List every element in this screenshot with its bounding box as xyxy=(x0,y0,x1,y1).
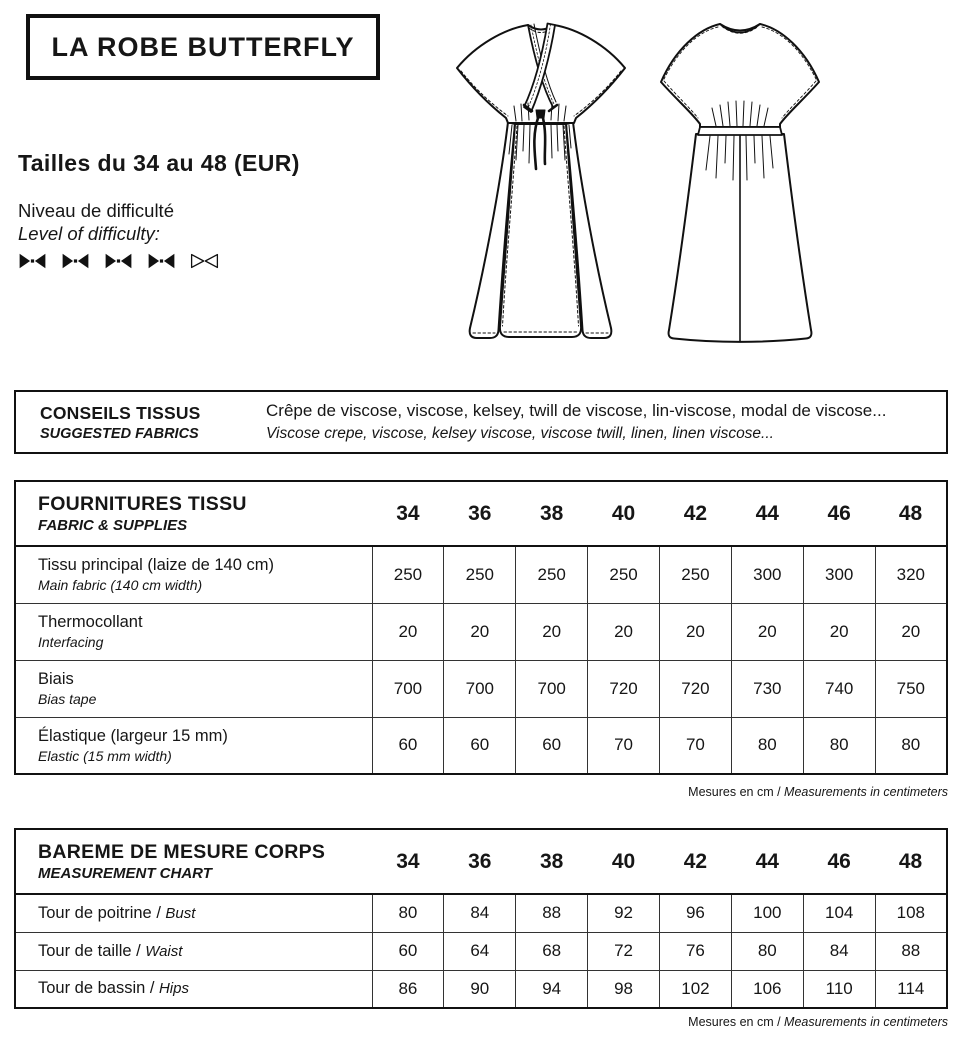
table-row xyxy=(15,717,947,774)
row-label xyxy=(15,546,372,603)
suggested-fabrics-box xyxy=(14,390,948,454)
units-note-en: Measurements in centimeters xyxy=(784,1015,948,1029)
sizes-range-heading: Tailles du 34 au 48 (EUR) xyxy=(18,150,300,176)
value-cell: 250 xyxy=(588,546,660,603)
table-title-en: MEASUREMENT CHART xyxy=(38,865,212,882)
row-label-fr: Élastique (largeur 15 mm) xyxy=(38,726,228,745)
row-label-en: Elastic (15 mm width) xyxy=(38,747,172,764)
size-column-header: 38 xyxy=(540,849,564,873)
value-cell: 60 xyxy=(372,932,444,970)
value-cell: 250 xyxy=(660,546,732,603)
size-column-header: 46 xyxy=(827,849,851,873)
dress-back-view-drawing xyxy=(661,24,819,342)
value-cell: 320 xyxy=(875,546,947,603)
value-cell: 70 xyxy=(660,717,732,774)
size-column-header: 42 xyxy=(683,849,708,873)
value-cell: 84 xyxy=(803,932,875,970)
value-cell: 700 xyxy=(444,660,516,717)
table-title-en: FABRIC & SUPPLIES xyxy=(38,517,188,534)
measurement-table xyxy=(14,828,948,1009)
measurement-table-header-row xyxy=(15,829,947,894)
value-cell: 88 xyxy=(875,932,947,970)
value-cell: 740 xyxy=(803,660,875,717)
value-cell: 80 xyxy=(731,717,803,774)
size-column-header: 40 xyxy=(611,501,636,525)
value-cell: 80 xyxy=(803,717,875,774)
row-label xyxy=(15,932,372,970)
size-column-header: 36 xyxy=(468,849,492,873)
row-label-fr: Tour de poitrine / xyxy=(38,903,161,922)
bow-filled-icon xyxy=(18,252,47,270)
row-label-en: Interfacing xyxy=(38,634,104,650)
bow-filled-icon xyxy=(147,252,176,270)
size-column-header: 48 xyxy=(898,849,923,873)
value-cell: 730 xyxy=(731,660,803,717)
value-cell: 100 xyxy=(731,894,803,932)
page-title: LA ROBE BUTTERFLY xyxy=(51,31,355,62)
size-column-header: 48 xyxy=(898,501,923,525)
value-cell: 250 xyxy=(372,546,444,603)
row-label-en: Main fabric (140 cm width) xyxy=(38,577,203,594)
value-cell: 20 xyxy=(731,603,803,660)
value-cell: 80 xyxy=(875,717,947,774)
value-cell: 700 xyxy=(372,660,444,717)
value-cell: 96 xyxy=(660,894,732,932)
supplies-table xyxy=(14,480,948,775)
table-row xyxy=(15,970,947,1008)
dress-technical-drawing xyxy=(428,8,838,368)
suggested-fabrics-heading xyxy=(16,403,266,442)
table-row xyxy=(15,894,947,932)
value-cell: 94 xyxy=(516,970,588,1008)
row-label-en: Bias tape xyxy=(38,691,97,707)
value-cell: 20 xyxy=(444,603,516,660)
value-cell: 108 xyxy=(875,894,947,932)
value-cell: 20 xyxy=(660,603,732,660)
value-cell: 250 xyxy=(516,546,588,603)
supplies-table-title xyxy=(15,481,372,546)
suggested-fabrics-title-fr: CONSEILS TISSUS xyxy=(40,402,201,423)
row-label xyxy=(15,603,372,660)
value-cell: 104 xyxy=(803,894,875,932)
pattern-title-box xyxy=(26,14,380,80)
value-cell: 76 xyxy=(660,932,732,970)
table-row xyxy=(15,603,947,660)
units-note xyxy=(688,1015,948,1029)
size-column-header: 34 xyxy=(396,849,420,873)
row-label xyxy=(15,894,372,932)
row-label-fr: Biais xyxy=(38,670,74,688)
value-cell: 70 xyxy=(588,717,660,774)
value-cell: 60 xyxy=(444,717,516,774)
value-cell: 60 xyxy=(516,717,588,774)
measurement-table-title xyxy=(15,829,372,894)
row-label xyxy=(15,660,372,717)
row-label-en: Waist xyxy=(145,942,183,960)
suggested-fabrics-list xyxy=(266,401,946,443)
value-cell: 92 xyxy=(588,894,660,932)
value-cell: 80 xyxy=(731,932,803,970)
table-row xyxy=(15,660,947,717)
value-cell: 110 xyxy=(803,970,875,1008)
size-column-header: 34 xyxy=(396,501,420,525)
value-cell: 68 xyxy=(516,932,588,970)
value-cell: 20 xyxy=(803,603,875,660)
value-cell: 84 xyxy=(444,894,516,932)
table-row xyxy=(15,546,947,603)
value-cell: 20 xyxy=(516,603,588,660)
difficulty-label-fr: Niveau de difficulté xyxy=(18,200,174,221)
value-cell: 114 xyxy=(875,970,947,1008)
fabrics-list-en: Viscose crepe, viscose, kelsey viscose, viscose twill, linen, linen viscose... xyxy=(266,425,774,442)
value-cell: 60 xyxy=(372,717,444,774)
row-label xyxy=(15,970,372,1008)
table-title-fr: FOURNITURES TISSU xyxy=(38,493,247,515)
row-label-fr: Tour de taille / xyxy=(38,941,141,960)
units-note-fr: Mesures en cm / xyxy=(688,1015,785,1029)
difficulty-rating xyxy=(18,252,219,270)
dress-front-view-drawing xyxy=(457,24,625,339)
value-cell: 64 xyxy=(444,932,516,970)
row-label-fr: Thermocollant xyxy=(38,613,143,631)
value-cell: 300 xyxy=(803,546,875,603)
suggested-fabrics-title-en: SUGGESTED FABRICS xyxy=(40,425,199,442)
bow-filled-icon xyxy=(61,252,90,270)
row-label-en: Hips xyxy=(158,980,189,998)
size-column-header: 46 xyxy=(827,501,851,525)
row-label-fr: Tour de bassin / xyxy=(38,979,155,998)
bow-outline-icon xyxy=(190,252,219,270)
value-cell: 102 xyxy=(660,970,732,1008)
value-cell: 20 xyxy=(372,603,444,660)
units-note-fr: Mesures en cm / xyxy=(688,785,785,799)
row-label-fr: Tissu principal (laize de 140 cm) xyxy=(38,556,274,575)
value-cell: 90 xyxy=(444,970,516,1008)
value-cell: 720 xyxy=(660,660,732,717)
size-column-header: 38 xyxy=(540,501,564,525)
size-column-header: 42 xyxy=(683,501,708,525)
value-cell: 20 xyxy=(875,603,947,660)
value-cell: 86 xyxy=(372,970,444,1008)
size-column-header: 36 xyxy=(468,501,492,525)
size-column-header: 40 xyxy=(611,849,636,873)
value-cell: 106 xyxy=(731,970,803,1008)
size-column-header: 44 xyxy=(755,849,779,873)
value-cell: 750 xyxy=(875,660,947,717)
value-cell: 300 xyxy=(731,546,803,603)
difficulty-label-en: Level of difficulty: xyxy=(18,223,160,244)
row-label-en: Bust xyxy=(165,904,196,922)
value-cell: 88 xyxy=(516,894,588,932)
value-cell: 250 xyxy=(444,546,516,603)
units-note-en: Measurements in centimeters xyxy=(784,785,948,799)
value-cell: 80 xyxy=(372,894,444,932)
size-column-header: 44 xyxy=(755,501,779,525)
table-title-fr: BAREME DE MESURE CORPS xyxy=(38,841,326,863)
value-cell: 20 xyxy=(588,603,660,660)
value-cell: 720 xyxy=(588,660,660,717)
row-label xyxy=(15,717,372,774)
value-cell: 98 xyxy=(588,970,660,1008)
supplies-table-header-row xyxy=(15,481,947,546)
table-row xyxy=(15,932,947,970)
fabrics-list-fr: Crêpe de viscose, viscose, kelsey, twill de viscose, lin-viscose, modal de viscose... xyxy=(266,401,887,420)
bow-filled-icon xyxy=(104,252,133,270)
value-cell: 700 xyxy=(516,660,588,717)
units-note xyxy=(688,785,948,799)
value-cell: 72 xyxy=(588,932,660,970)
